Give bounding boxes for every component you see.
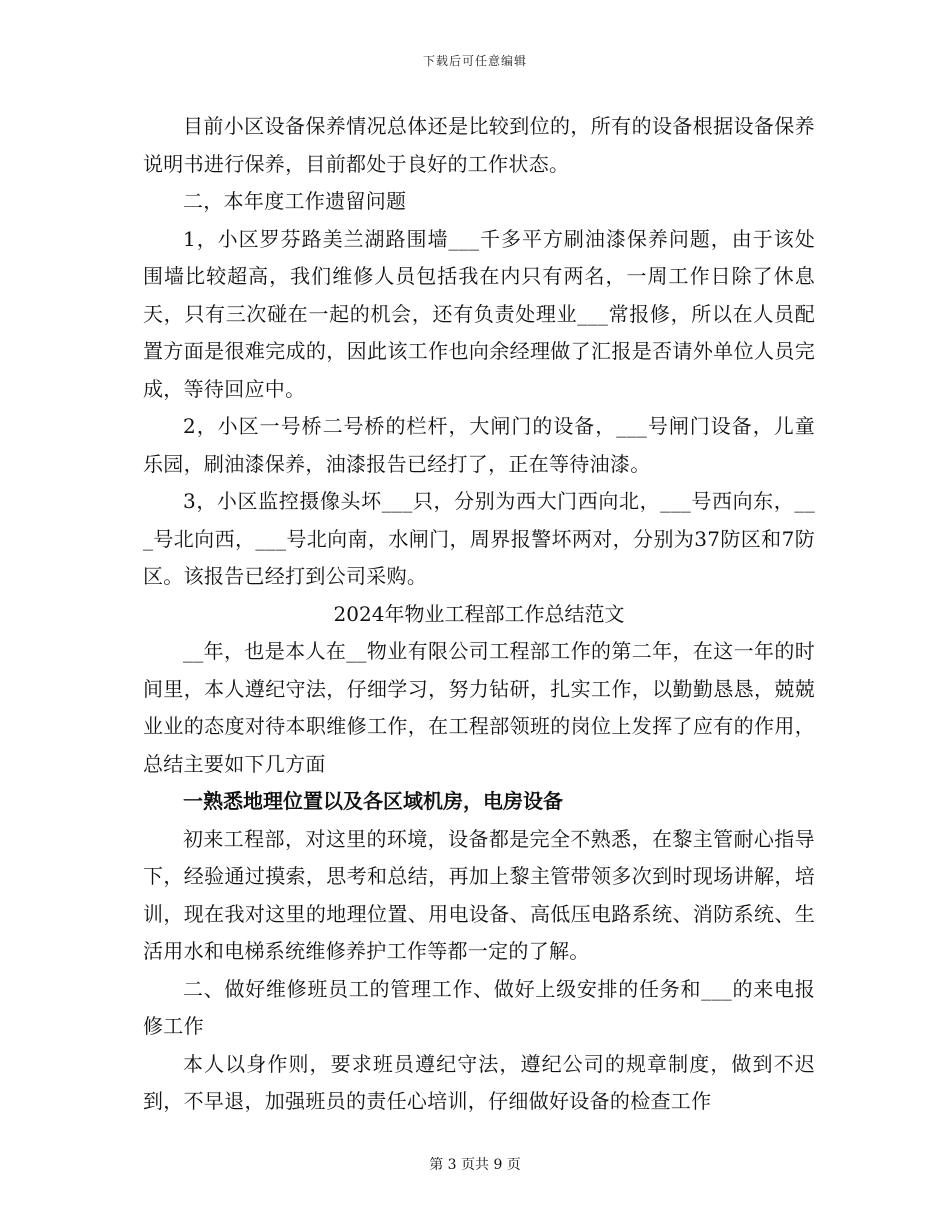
document-body — [143, 108, 815, 1121]
paragraph-management: 本人以身作则，要求班员遵纪守法，遵纪公司的规章制度，做到不迟到，不早退，加强班员的责任心培训，仔细做好设备的检查工作 — [143, 1051, 815, 1113]
section-heading-remaining-issues: 二，本年度工作遗留问题 — [183, 189, 407, 213]
paragraph-intro: __年，也是本人在__物业有限公司工程部工作的第二年，在这一年的时间里，本人遵纪守法，仔细学习，努力钻研，扎实工作，以勤勤恳恳，兢兢业业的态度对待本职维修工作，在工程部领班的岗位上发挥了应有的作用，总结主要如下几方面 — [143, 639, 815, 776]
paragraph-issue-3: 3，小区监控摄像头坏___只，分别为西大门西向北，___号西向东，___号北向西，___号北向南，水闸门，周界报警坏两对，分别为37防区和7防区。该报告已经打到公司采购。 — [143, 489, 815, 588]
page-footer: 第 3 页共 9 页 — [429, 1157, 521, 1173]
paragraph-issue-2: 2，小区一号桥二号桥的栏杆，大闸门的设备，___号闸门设备，儿童乐园，刷油漆保养，油漆报告已经打了，正在等待油漆。 — [143, 414, 815, 476]
section-heading-management: 二、做好维修班员工的管理工作、做好上级安排的任务和___的来电报修工作 — [143, 976, 815, 1038]
section-heading-familiarize: 一熟悉地理位置以及各区域机房，电房设备 — [183, 789, 563, 813]
page-header: 下载后可任意编辑 — [422, 54, 527, 68]
paragraph-equipment-status: 目前小区设备保养情况总体还是比较到位的，所有的设备根据设备保养说明书进行保养，目前都处于良好的工作状态。 — [143, 114, 815, 176]
document-title: 2024年物业工程部工作总结范文 — [333, 601, 625, 626]
paragraph-familiarize: 初来工程部，对这里的环境，设备都是完全不熟悉，在黎主管耐心指导下，经验通过摸索，思考和总结，再加上黎主管带领多次到时现场讲解，培训，现在我对这里的地理位置、用电设备、高低压电路系统、消防系统、生活用水和电梯系统维修养护工作等都一定的了解。 — [143, 826, 815, 963]
paragraph-issue-1: 1，小区罗芬路美兰湖路围墙___千多平方刷油漆保养问题，由于该处围墙比较超高，我们维修人员包括我在内只有两名，一周工作日除了休息天，只有三次碰在一起的机会，还有负责处理业___常报修，所以在人员配置方面是很难完成的，因此该工作也向余经理做了汇报是否请外单位人员完成，等待回应中。 — [143, 226, 815, 401]
